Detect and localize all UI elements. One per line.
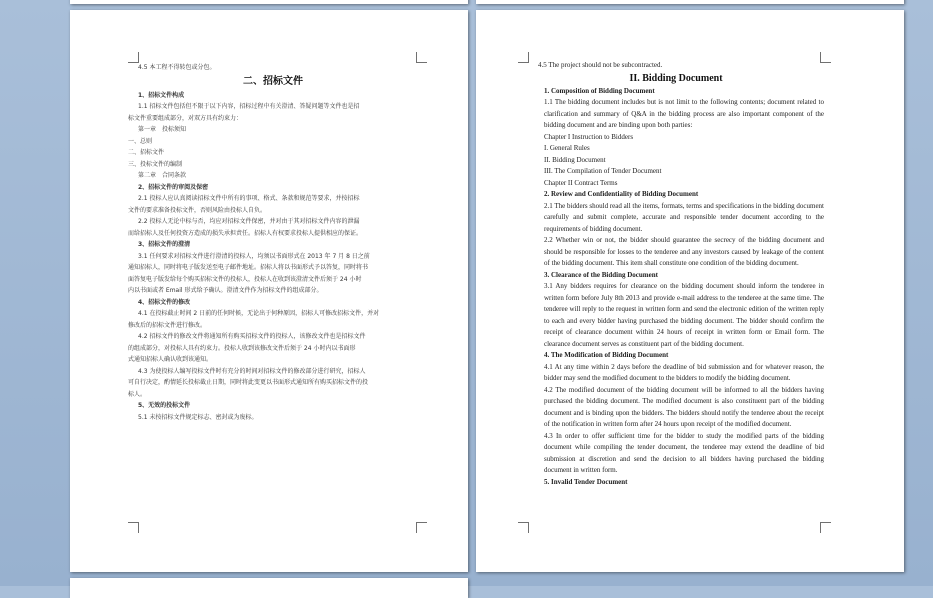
previous-page-right [476, 0, 904, 4]
crop-mark [820, 522, 831, 533]
text-line: 标文件重要组成部分，对双方具有约束力： [128, 114, 243, 122]
document-page-english [476, 10, 904, 572]
text-line: 4.2 The modified document of the bidding document will be informed to all the bidders having purchased the bidding document. The modified document is also constituent part of the bidding document and is binding upon the bidders. The bidders should notify the tenderee about the receipt of the notification in written form after 24 hours upon receipt of the modified document. [544, 385, 824, 428]
document-page-chinese [70, 10, 468, 572]
text-line: 2.2 投标人无论中标与否，均应对招标文件保密，并对由于其对招标文件内容的泄漏 [138, 218, 360, 225]
text-line: 内以书面或者 Email 形式给予确认。澄清文件作为招标文件的组成部分。 [128, 287, 323, 294]
crop-mark [416, 522, 427, 533]
text-line: 4.5 The project should not be subcontracted. [538, 61, 663, 69]
subsection-heading: 2. Review and Confidentiality of Bidding Document [544, 190, 699, 198]
previous-page-left [70, 0, 468, 4]
text-line: 的组成部分，对投标人具有约束力。投标人收到该修改文件后须于 24 小时内以书面形 [128, 344, 356, 352]
subsection-heading: 5、无效的投标文件 [138, 402, 191, 409]
text-line: 2.1 投标人应认真阅读招标文件中所有的事项、格式、条款和规范等要求，并按招标 [138, 195, 360, 202]
crop-mark [128, 522, 139, 533]
section-heading: II. Bidding Document [629, 72, 723, 84]
text-line: 3.1 任何要求对招标文件进行澄清的投标人，均须以书面形式在 2013 年 7 月 8 日之前 [138, 252, 370, 260]
next-page-left [70, 578, 468, 598]
text-line: 三、投标文件的编制 [128, 160, 183, 168]
text-line: 4.3 为使投标人编写投标文件时有充分的时间对招标文件的修改部分进行研究，招标人 [138, 367, 366, 375]
text-line: 4.5 本工程不得转包或分包。 [138, 64, 216, 71]
subsection-heading: 5. Invalid Tender Document [544, 477, 628, 486]
text-line: 2.2 Whether win or not, the bidder should guarantee the secrecy of the bidding document and should be responsible for losses to the tenderee and any investors caused by leakage of the content of the bidding document. This item shall constitute one condition of the bidding document. [544, 236, 824, 267]
text-line: 式通知招标人确认收到该通知。 [128, 356, 213, 363]
text-line: 1.1 招标文件包括但不限于以下内容，招标过程中有关澄清、答疑问题等文件也是招 [138, 103, 360, 110]
chinese-text-body [128, 62, 418, 423]
text-line: 2.1 The bidders should read all the items, formats, terms and specifications in the bidding document carefully and submit complete, accurate and responsible tender document according to the requirements of bidding document. [544, 201, 824, 233]
text-line: 1.1 The bidding document includes but is not limit to the following contents; document related to clarification and summary of Q&A in the bidding process are also important component of the bidding document and are binding upon both parties: [544, 98, 824, 129]
text-line: 而给招标人及任何投资方造成的损失承担责任。招标人有权要求投标人提供相应的保证。 [128, 229, 363, 237]
text-line: III. The Compilation of Tender Document [544, 167, 662, 175]
text-line: 第一章 投标须知 [138, 126, 187, 133]
text-line: Chapter II Contract Terms [544, 178, 618, 187]
subsection-heading: 2、招标文件的审阅及保密 [138, 183, 209, 191]
text-line: Chapter I Instruction to Bidders [544, 132, 634, 141]
subsection-heading: 4. The Modification of Bidding Document [544, 351, 669, 359]
text-line: 二、招标文件 [128, 149, 165, 156]
subsection-heading: 1、招标文件构成 [138, 91, 185, 99]
text-line: I. General Rules [544, 144, 590, 152]
text-line: 5.1 未按招标文件规定标志、密封或为废标。 [138, 413, 258, 421]
text-line: 3.1 Any bidders requires for clearance on the bidding document should inform the tenderee in written form before July 8th 2013 and provide e-mail address to the tenderee at the same time. The tenderee will reply to the request in written form and send the electronic edition of the written reply to each and every bidder having purchased the bidding document. The bidder should confirm the receipt of clearance document within 24 hours of receipt in written form or Email form. The clearance document serves as constituent part of the bidding document. [544, 282, 824, 348]
subsection-heading: 3、招标文件的澄清 [138, 241, 191, 248]
text-line: 4.2 招标文件的修改文件将通知所有购买招标文件的投标人，该修改文件也是招标文件 [138, 333, 366, 340]
text-line: 文件的要求准备投标文件，否则风险由投标人自负。 [128, 206, 267, 214]
subsection-heading: 3. Clearance of the Bidding Document [544, 270, 658, 279]
crop-mark [518, 522, 529, 533]
text-line: 通知招标人，同时将电子版发送至电子邮件地址。招标人将以书面形式予以答复，同时将书 [128, 264, 369, 271]
subsection-heading: 1. Composition of Bidding Document [544, 86, 655, 95]
text-line: 4.1 At any time within 2 days before the deadline of bid submission and for whatever reason, the bidder may send the modified document to the bidders to modify the bidding document. [544, 362, 824, 382]
text-line: II. Bidding Document [544, 155, 606, 164]
section-heading: 二、招标文件 [243, 75, 303, 87]
text-line: 面答复电子版发给每个购买招标文件的投标人，投标人在收到该澄清文件后须于 24 小时 [128, 275, 362, 283]
subsection-heading: 4、招标文件的修改 [138, 298, 191, 306]
text-line: 4.1 在投标截止时间 2 日前的任何时候，无论出于何种原因，招标人可修改招标文件，并对 [138, 310, 380, 317]
text-line: 4.3 In order to offer sufficient time for the bidder to study the modified parts of the bidding document while compiling the tender document, the tenderee may extend the deadline of bid submission at discretion and send the decision to all bidders having purchased the bidding document in written form. [544, 431, 824, 474]
text-line: 一、总则 [128, 137, 153, 145]
text-line: 可自行决定，酌情延长投标截止日期，同时将此变更以书面形式通知所有购买招标文件的投 [128, 379, 369, 386]
text-line: 第二章 合同条款 [138, 172, 187, 179]
text-line: 标人。 [128, 390, 147, 398]
text-line: 修改后的招标文件进行修改。 [128, 321, 207, 329]
english-text-body [528, 60, 824, 488]
